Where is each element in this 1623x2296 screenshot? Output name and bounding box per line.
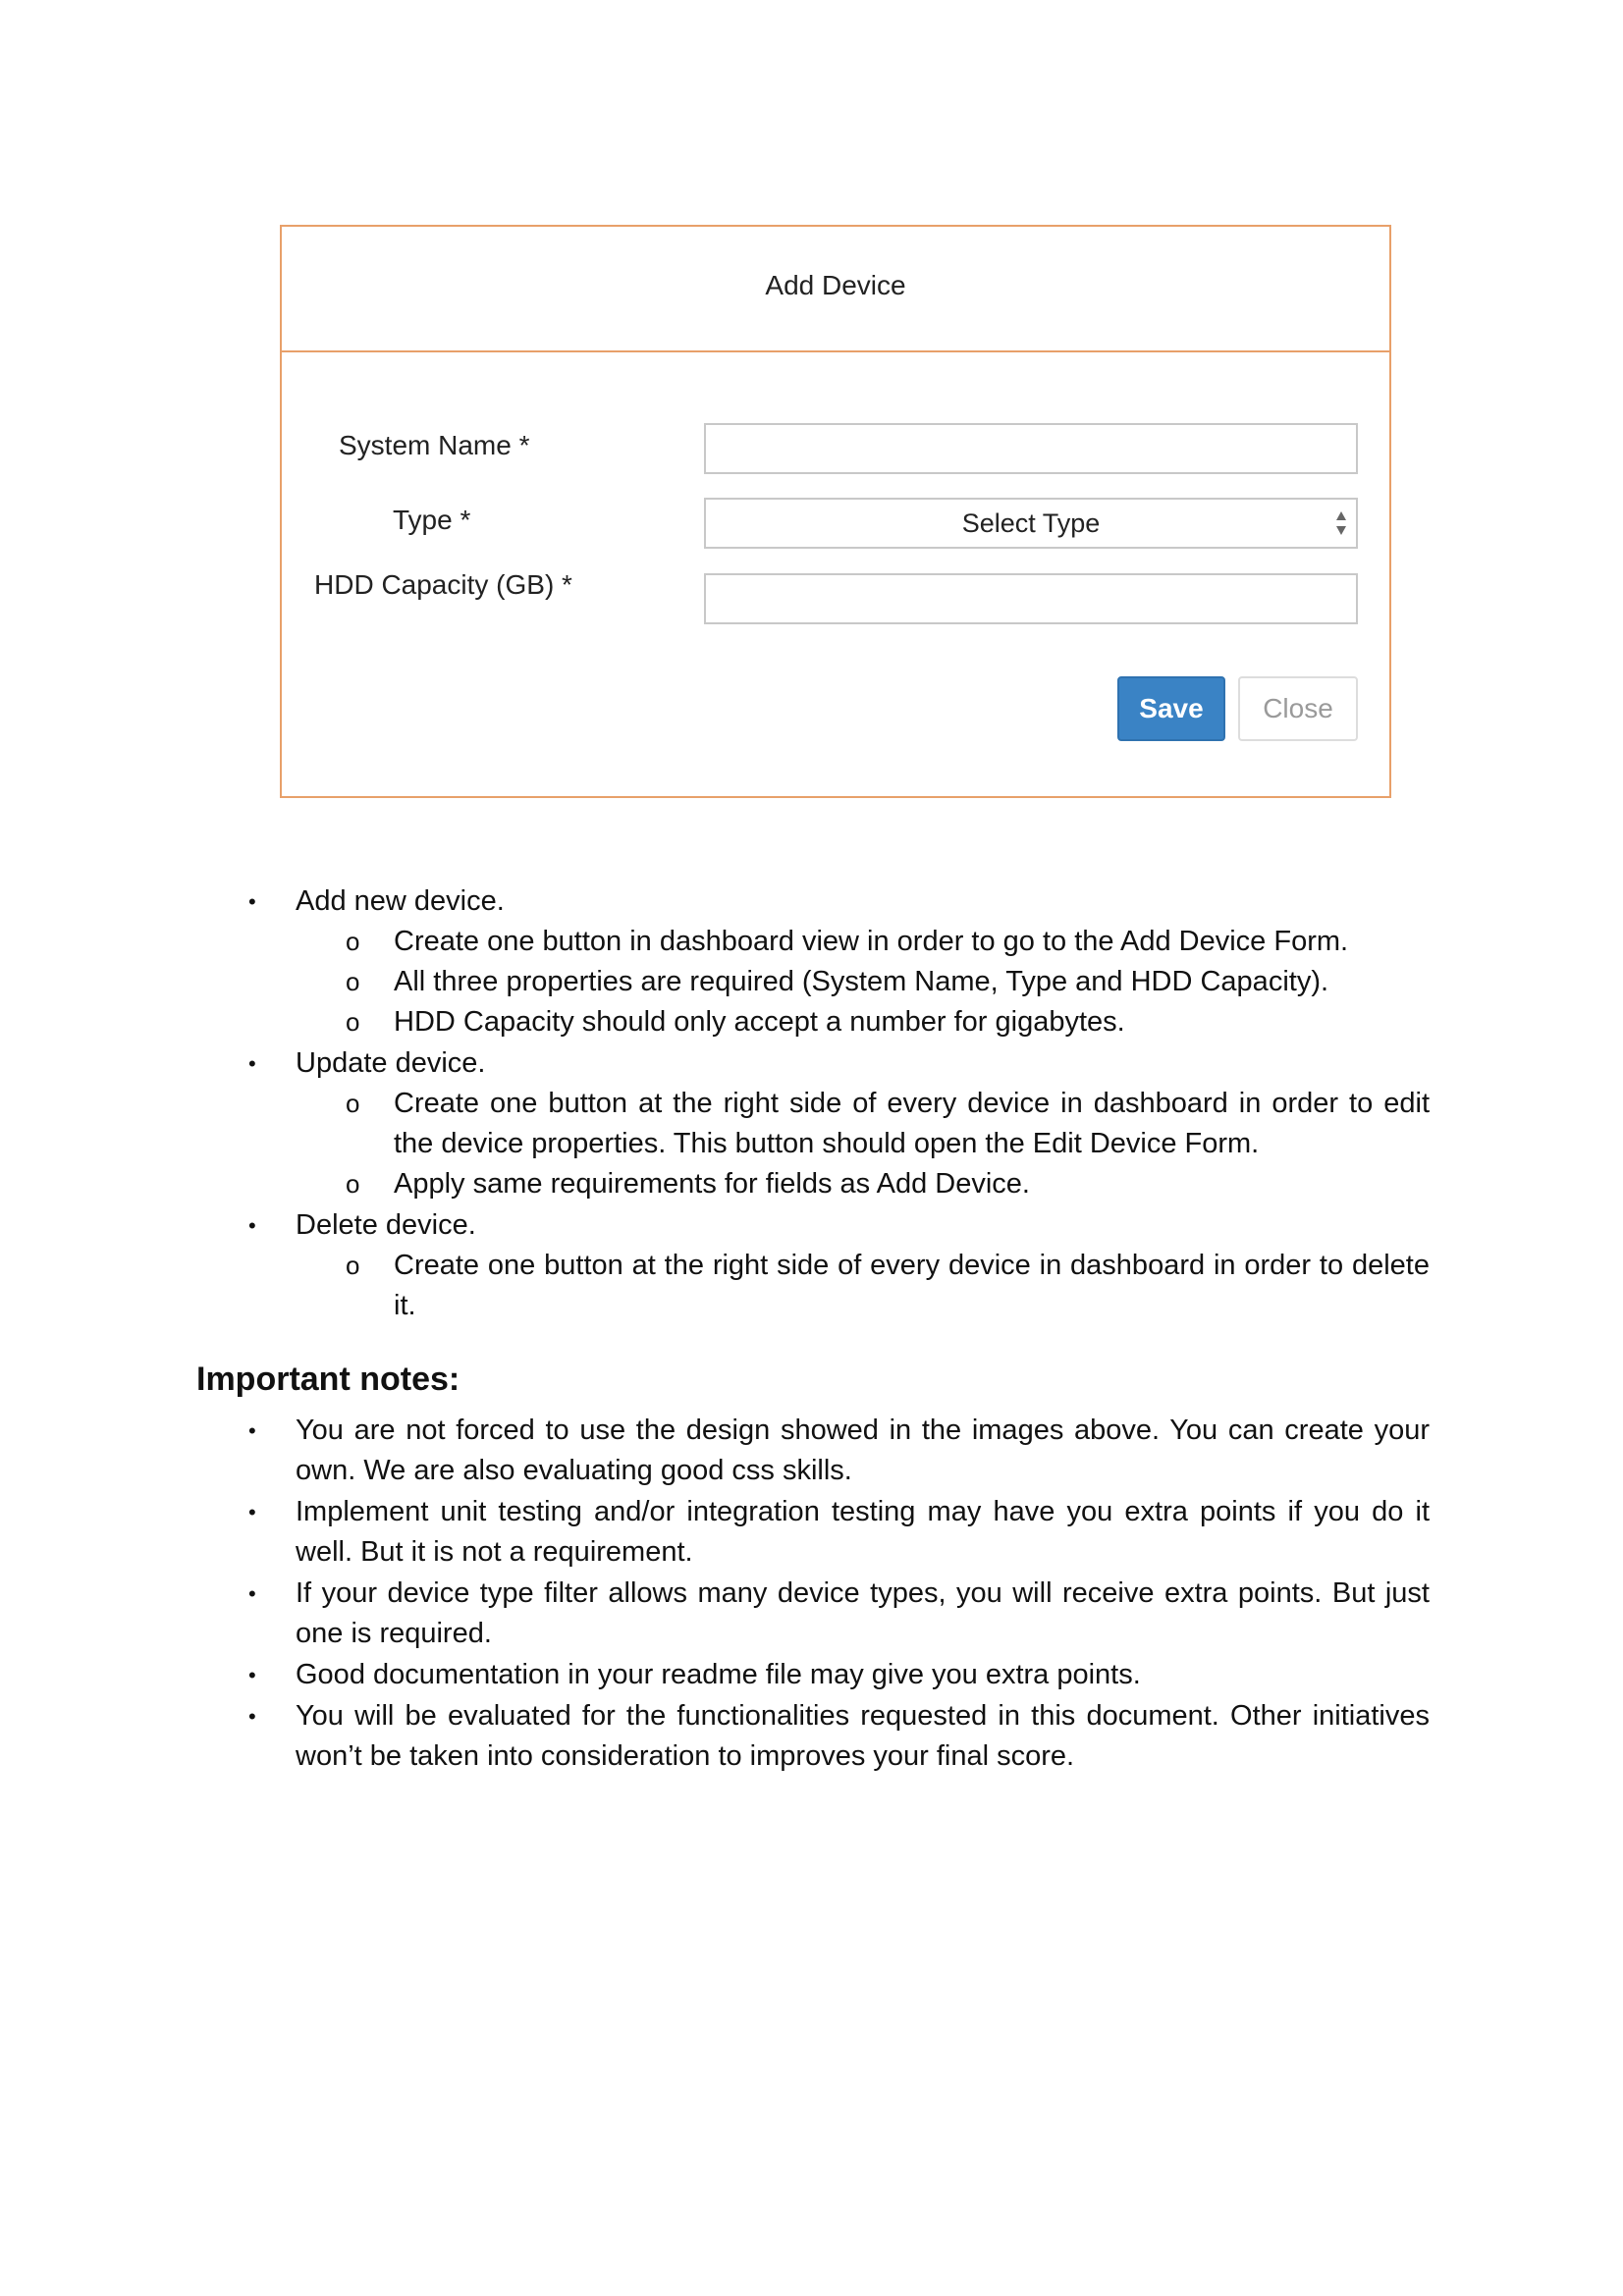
list-item: Delete device. xyxy=(296,1209,476,1241)
hdd-capacity-label: HDD Capacity (GB) * xyxy=(314,569,572,600)
sub-bullet-icon: o xyxy=(346,1251,360,1280)
bullet-icon: • xyxy=(248,1581,256,1606)
select-arrows-icon xyxy=(1334,508,1348,538)
sub-list-item: Create one button at the right side of every device in dashboard in order to edit the device properties. This button should open the Edit Device Form. xyxy=(394,1088,1430,1159)
list-item: Add new device. xyxy=(296,885,505,917)
note-item: Implement unit testing and/or integration testing may have you extra points if you do it well. But it is not a requirement. xyxy=(296,1496,1430,1568)
sub-list-item: HDD Capacity should only accept a number for gigabytes. xyxy=(394,1006,1125,1038)
type-label: Type * xyxy=(393,505,471,535)
save-button[interactable]: Save xyxy=(1117,676,1225,741)
bullet-icon: • xyxy=(248,1663,256,1687)
bullet-icon: • xyxy=(248,889,256,914)
sub-bullet-icon: o xyxy=(346,927,360,956)
note-item: Good documentation in your readme file may give you extra points. xyxy=(296,1659,1141,1690)
notes-heading: Important notes: xyxy=(196,1361,460,1398)
system-name-input[interactable] xyxy=(704,423,1358,474)
bullet-icon: • xyxy=(248,1500,256,1524)
modal-title: Add Device xyxy=(765,270,906,300)
sub-bullet-icon: o xyxy=(346,1007,360,1037)
close-button[interactable]: Close xyxy=(1238,676,1358,741)
bullet-icon: • xyxy=(248,1051,256,1076)
type-select-value: Select Type xyxy=(961,508,1101,538)
sub-list-item: Create one button at the right side of every device in dashboard in order to delete it. xyxy=(394,1250,1430,1321)
add-device-modal xyxy=(280,225,1391,798)
type-select[interactable] xyxy=(704,498,1358,549)
sub-list-item: Create one button in dashboard view in order to go to the Add Device Form. xyxy=(394,926,1349,957)
system-name-label: System Name * xyxy=(339,430,530,460)
hdd-capacity-input[interactable] xyxy=(704,573,1358,624)
note-item: If your device type filter allows many device types, you will receive extra points. But just one is required. xyxy=(296,1577,1430,1649)
sub-bullet-icon: o xyxy=(346,1169,360,1199)
sub-bullet-icon: o xyxy=(346,1089,360,1118)
modal-header xyxy=(282,227,1389,352)
bullet-icon: • xyxy=(248,1213,256,1238)
list-item: Update device. xyxy=(296,1047,486,1079)
sub-bullet-icon: o xyxy=(346,967,360,996)
bullet-icon: • xyxy=(248,1704,256,1729)
sub-list-item: Apply same requirements for fields as Add Device. xyxy=(394,1168,1030,1200)
bullet-icon: • xyxy=(248,1418,256,1443)
sub-list-item: All three properties are required (System Name, Type and HDD Capacity). xyxy=(394,966,1329,997)
note-item: You will be evaluated for the functionalities requested in this document. Other initiatives won’t be taken into consideration to improves your final score. xyxy=(296,1700,1430,1772)
note-item: You are not forced to use the design showed in the images above. You can create your own. We are also evaluating good css skills. xyxy=(296,1415,1430,1486)
